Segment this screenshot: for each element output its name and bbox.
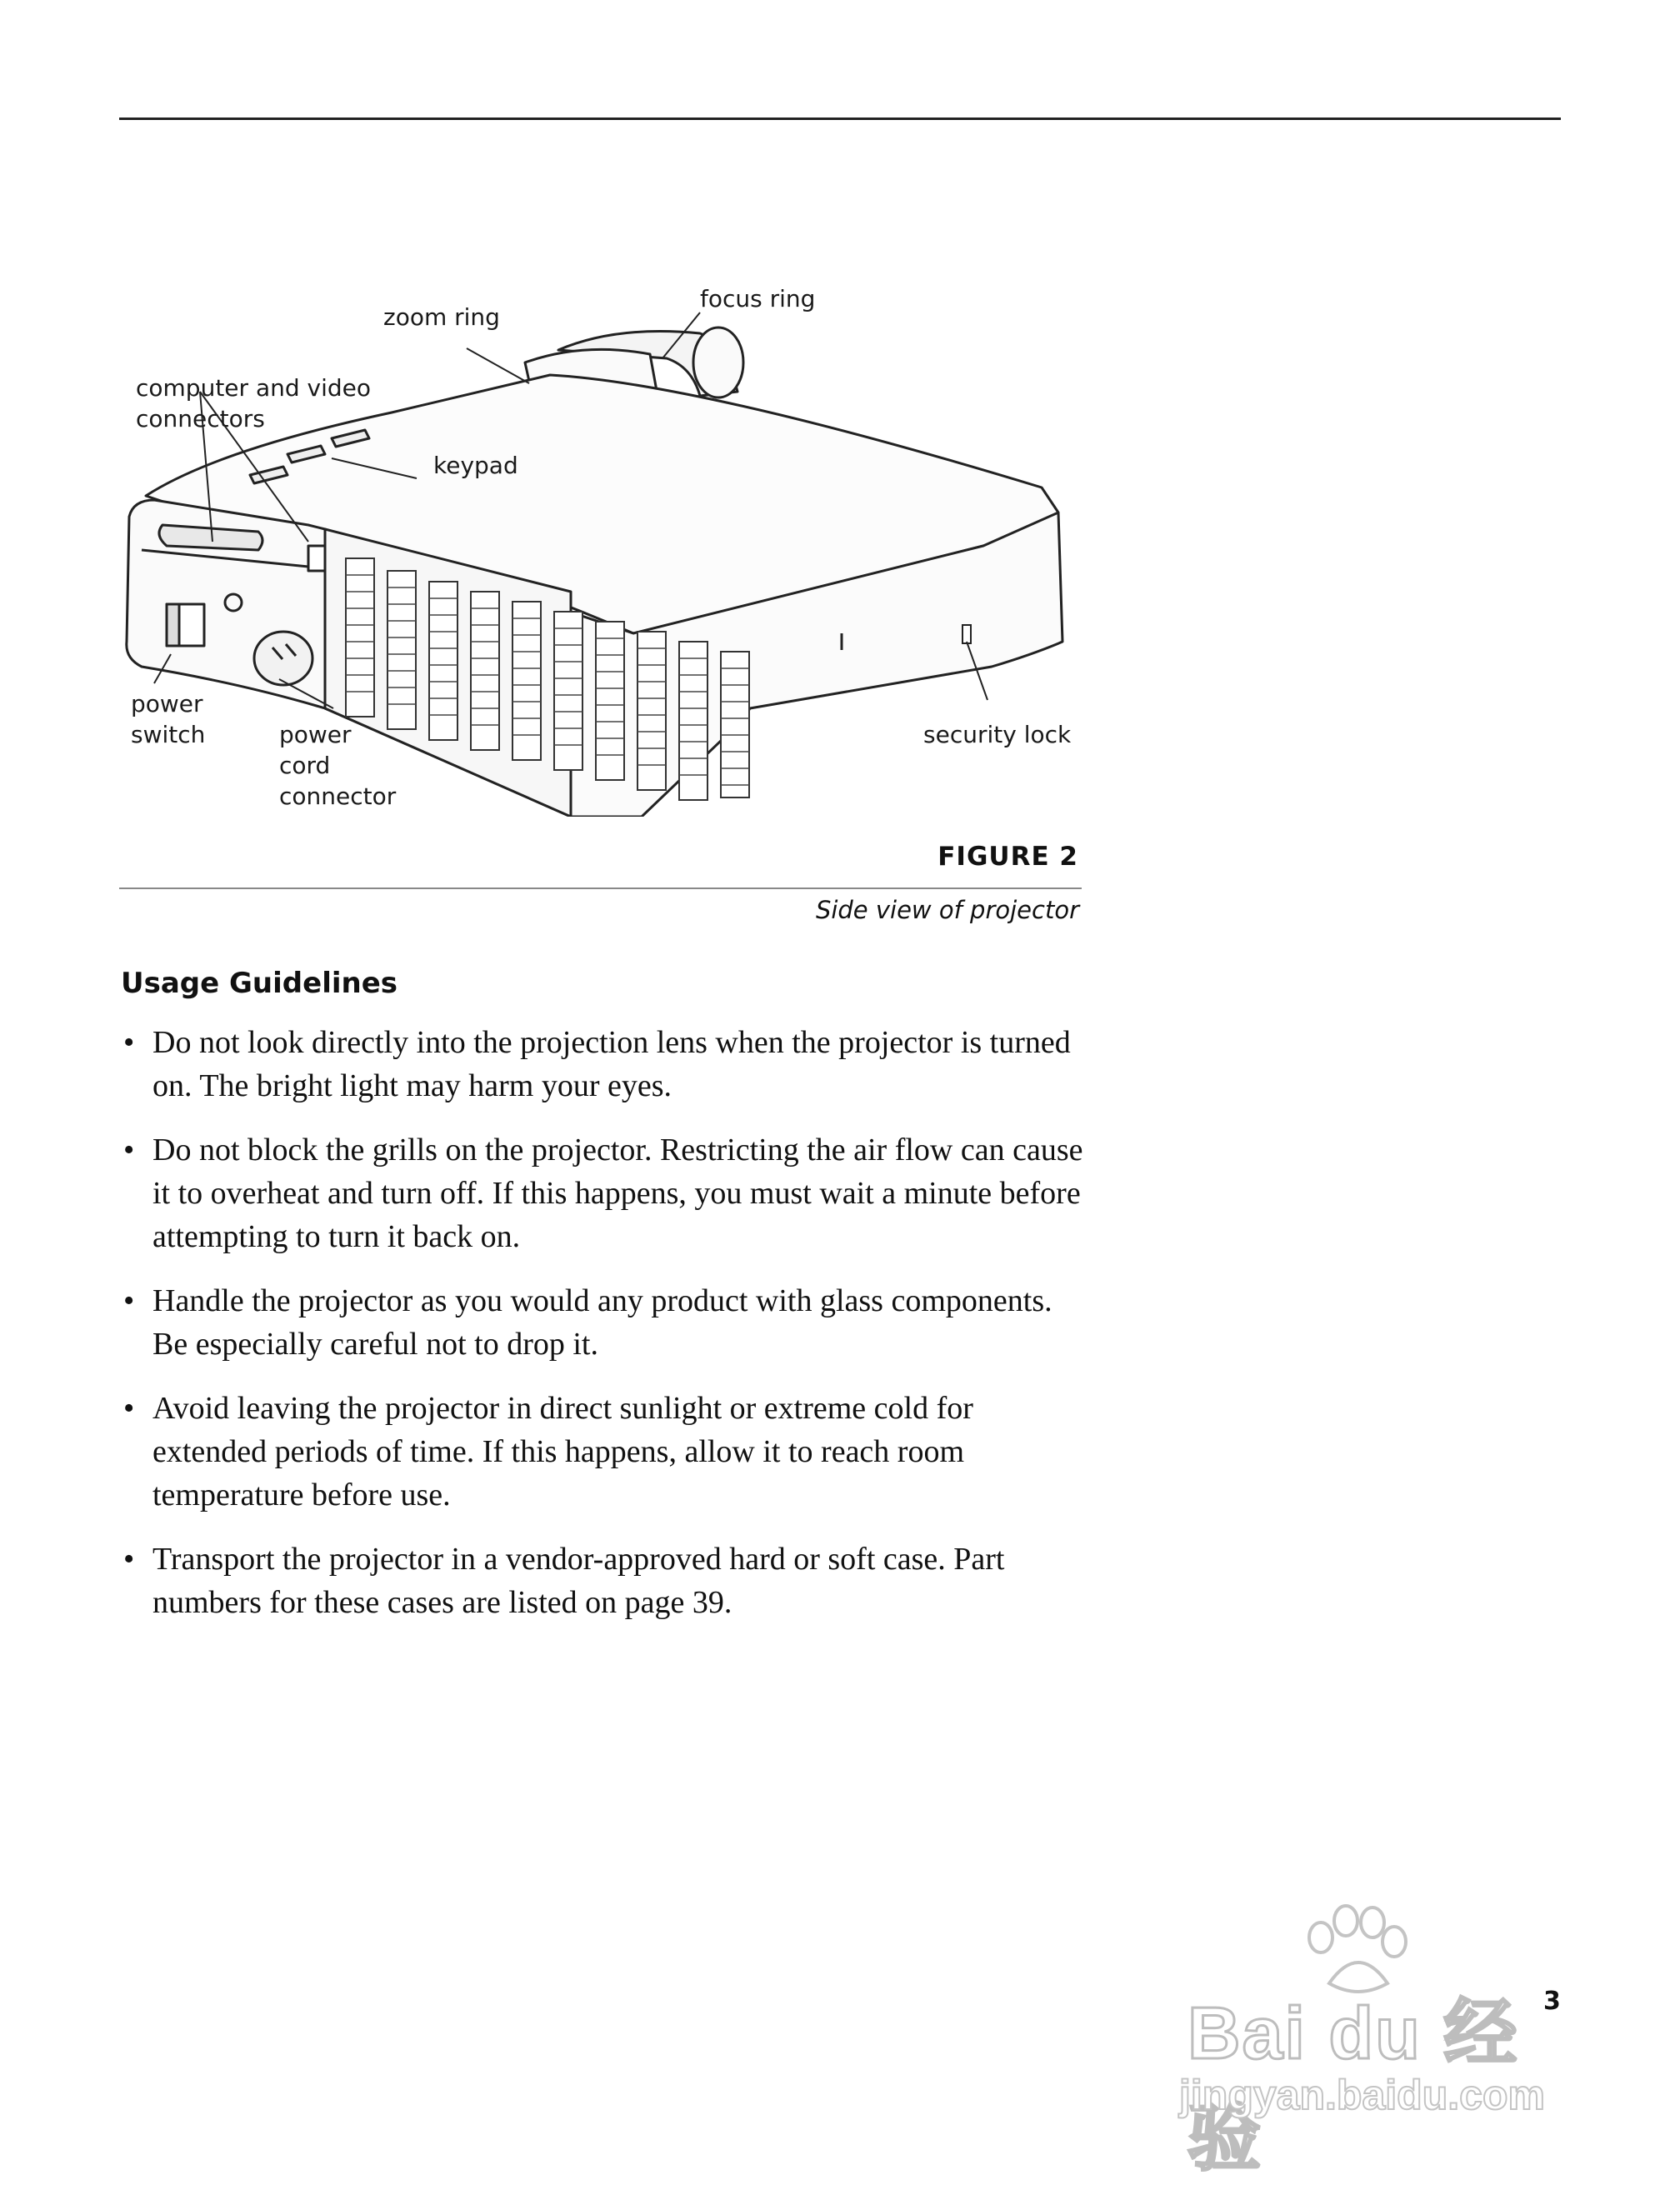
watermark-url: jingyan.baidu.com [1179, 2072, 1545, 2118]
list-item [121, 1387, 1088, 1517]
page-number: 3 [1543, 1987, 1561, 2016]
callout-power-cord-connector: power cord connector [279, 721, 397, 810]
header-rule [119, 118, 1561, 120]
callout-connectors: computer and video connectors [136, 374, 371, 432]
guidelines-list [121, 1021, 1088, 1645]
section-heading: Usage Guidelines [121, 967, 398, 1000]
list-item-text: Handle the projector as you would any product with glass components. Be especially careful not to drop it. [152, 1283, 1052, 1362]
callout-power-switch: power switch [131, 690, 206, 748]
list-item-text: Transport the projector in a vendor-approved hard or soft case. Part numbers for these cases are listed on page 39. [152, 1542, 1005, 1620]
bullet-icon: • [123, 1542, 135, 1577]
baidu-watermark [1154, 1904, 1588, 2179]
list-item [121, 1021, 1088, 1108]
bullet-icon: • [123, 1283, 135, 1318]
list-item [121, 1279, 1088, 1366]
list-item-text: Do not block the grills on the projector. Restricting the air flow can cause it to overheat and turn off. If this happens, you must wait a minute before attempting to turn it back on. [152, 1132, 1083, 1254]
figure-number: FIGURE 2 [938, 842, 1078, 872]
figure-caption: Side view of projector [815, 896, 1079, 924]
watermark-logo-text: Bai du 经验 [1188, 1992, 1519, 2179]
list-item [121, 1128, 1088, 1258]
projector-figure [117, 275, 1083, 817]
callout-keypad: keypad [433, 452, 518, 479]
callout-focus-ring: focus ring [700, 285, 816, 312]
list-item [121, 1538, 1088, 1624]
bullet-icon: • [123, 1132, 135, 1168]
list-item-text: Do not look directly into the projection lens when the projector is turned on. The bright light may harm your eyes. [152, 1025, 1071, 1103]
figure-rule [119, 888, 1082, 889]
callout-zoom-ring: zoom ring [383, 303, 500, 331]
bullet-icon: • [123, 1025, 135, 1060]
bullet-icon: • [123, 1391, 135, 1426]
list-item-text: Avoid leaving the projector in direct sunlight or extreme cold for extended periods of time. If this happens, allow it to reach room temperature before use. [152, 1391, 973, 1512]
callout-security-lock: security lock [923, 721, 1072, 748]
